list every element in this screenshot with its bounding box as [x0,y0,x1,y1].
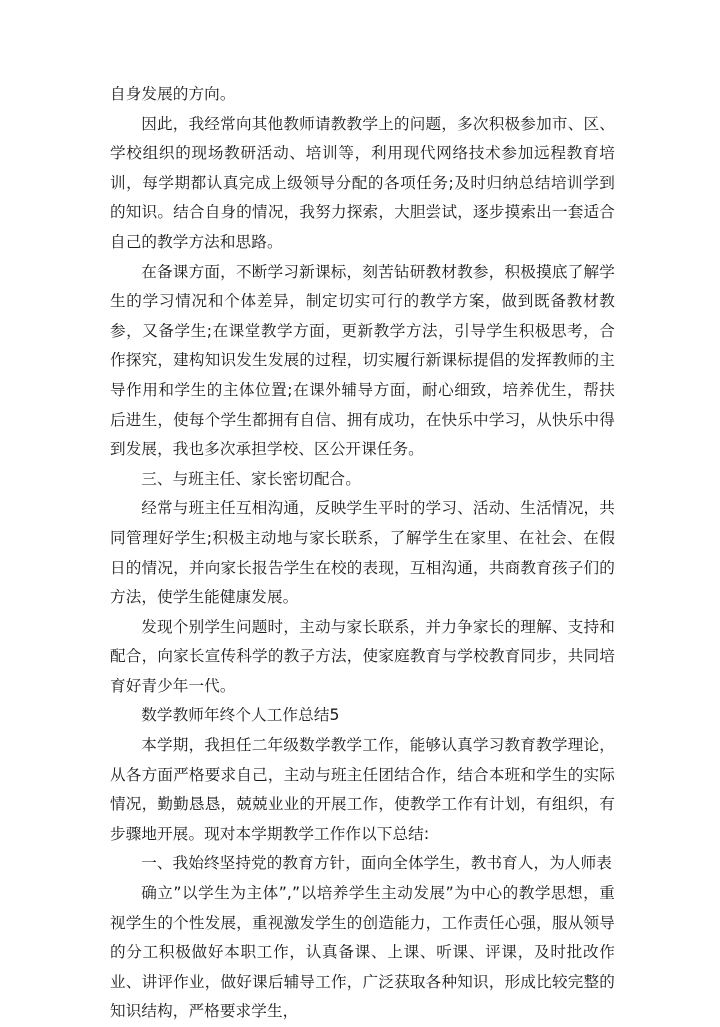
document-body [110,80,615,1027]
paragraph-learning-from-peers: 因此，我经常向其他教师请教教学上的问题，多次积极参加市、区、学校组织的现场教研活动、培训等，利用现代网络技术参加远程教育培训，每学期都认真完成上级领导分配的各项任务;及时归纳总结培训学到的知识。结合自身的情况，我努力探索，大胆尝试，逐步摸索出一套适合自己的教学方法和思路。 [110,114,615,251]
paragraph-continuation: 自身发展的方向。 [110,85,236,103]
section-heading-education-policy: 一、我始终坚持党的教育方针，面向全体学生，教书育人，为人师表 [141,854,613,873]
section-heading-cooperation: 三、与班主任、家长密切配合。 [141,469,361,488]
paragraph-teacher-communication: 经常与班主任互相沟通，反映学生平时的学习、活动、生活情况，共同管理好学生;积极主动地与家长联系，了解学生在家里、在社会、在假日的情况，并向家长报告学生在校的表现，互相沟通，共商教育孩子们的方法，使学生能健康发展。 [110,499,615,607]
paragraph-student-centered: 确立”以学生为主体”,”以培养学生主动发展”为中心的教学思想，重视学生的个性发展，重视激发学生的创造能力，工作责任心强，服从领导的分工积极做好本职工作，认真备课、上课、听课、评课，及时批改作业、讲评作业，做好课后辅导工作，广泛获取各种知识，形成比较完整的知识结构，严格要求学生， [110,884,615,1021]
paragraph-semester-intro: 本学期，我担任二年级数学教学工作，能够认真学习教育教学理论，从各方面严格要求自己，主动与班主任团结合作，结合本班和学生的实际情况，勤勤恳恳，兢兢业业的开展工作，使教学工作有计划，有组织，有步骤地开展。现对本学期教学工作作以下总结: [110,736,615,843]
paragraph-parent-contact: 发现个别学生问题时，主动与家长联系，并力争家长的理解、支持和配合，向家长宣传科学的教子方法，使家庭教育与学校教育同步，共同培育好青少年一代。 [110,617,615,695]
summary-title-5: 数学教师年终个人工作总结5 [141,706,340,725]
paragraph-lesson-preparation: 在备课方面，不断学习新课标，刻苦钻研教材教参，积极摸底了解学生的学习情况和个体差异，制定切实可行的教学方案，做到既备教材教参，又备学生;在课堂教学方面，更新教学方法，引导学生积极思考，合作探究，建构知识发生发展的过程，切实履行新课标提倡的发挥教师的主导作用和学生的主体位置;在课外辅导方面，耐心细致，培养优生，帮扶后进生，使每个学生都拥有自信、拥有成功，在快乐中学习，从快乐中得到发展，我也多次承担学校、区公开课任务。 [110,262,615,459]
